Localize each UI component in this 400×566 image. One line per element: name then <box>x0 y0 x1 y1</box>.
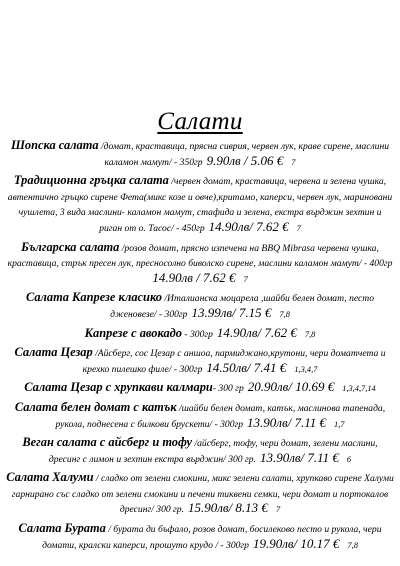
menu-item-name: Салата белен домат с катък <box>14 399 177 414</box>
menu-item <box>6 138 394 169</box>
menu-item-price: 20.90лв/ 10.69 € <box>247 379 335 395</box>
menu-item-name: Българска салата <box>21 239 120 254</box>
menu-item <box>6 380 394 396</box>
menu-item <box>6 435 394 466</box>
menu-item-description: / сладко от зелени смокини, микс зелени салати, хрупкаво сирене Халуми гарнирано със сладко от зелени смокини и печени тиквени семки, чери домат и портокалов дресинг/ <box>11 473 394 516</box>
menu-item-description: - <box>181 328 190 340</box>
menu-item-allergens: 1,7 <box>334 419 345 429</box>
menu-item <box>6 326 394 342</box>
menu-item-weight: 450гр <box>181 222 205 234</box>
menu-item-price: 13.90лв/ 7.11 € <box>247 414 326 430</box>
menu-item <box>6 240 394 287</box>
menu-item-name: Традиционна гръцка салата <box>13 173 169 188</box>
menu-item <box>6 470 394 517</box>
menu-item-allergens: 7 <box>296 223 301 233</box>
menu-item-allergens: 7 <box>291 157 296 167</box>
menu-item-weight: 300 гр <box>218 383 244 395</box>
menu-item-price: 19.90лв/ 10.17 € <box>252 535 340 551</box>
menu-item-price: 14.50лв/ 7.41 € <box>206 359 287 375</box>
menu-item-price: 14.90лв/ 7.62 € <box>216 324 297 340</box>
menu-item-price: 14.90лв / 7.62 € <box>152 269 236 285</box>
menu-item-weight: 300 гр. <box>156 504 184 516</box>
menu-item-description: / бурата ди бъфало, розов домат, босилеково песто и рукола, чери домати, кралски каперси, прошуто крудо / - <box>42 524 382 551</box>
menu-item-allergens: 6 <box>346 454 352 464</box>
menu-item-description: /шайби белен домат, катък, маслинова тапенада, рукола, поднесена с билкови брускети/ - <box>55 402 386 430</box>
menu-item-allergens: 7 <box>243 274 248 284</box>
menu-item-allergens: 7,8 <box>304 329 316 339</box>
menu-item-allergens: 7 <box>275 505 281 515</box>
menu-item-weight: 300гр <box>179 363 203 375</box>
menu-item-name: Салата Бурата <box>18 521 106 536</box>
menu-item-description: /Италианска моцарела ,шайби белен домат, песто дженовезе/ - <box>110 293 374 320</box>
menu-item <box>6 290 394 321</box>
menu-item-description: /домат, краставица, прясна сиврия, червен лук, краве сирене, маслини каламон мамут/ - <box>98 141 390 168</box>
menu-item <box>6 400 394 431</box>
menu-item-price: 14.90лв/ 7.62 € <box>208 218 289 234</box>
menu-item-name: Капрезе с авокадо <box>84 325 182 340</box>
menu-item-description: /айсберг, тофу, чери домат, зелени маслини, дресинг с лимон и зехтин екстра върджин/ <box>48 438 378 465</box>
menu-item-weight: 400гр <box>369 258 393 270</box>
menu-item-price: 13.99лв/ 7.15 € <box>191 304 272 320</box>
menu-item-name: Шопска салата <box>10 138 99 152</box>
menu-item-weight: 300гр <box>164 308 188 320</box>
menu-item-weight: 300 гр. <box>228 453 256 465</box>
menu-item-description: /червен домат, краставица, червена и зелена чушка, автентично гръцко сирене Фета(микс козе и овче),критамо, каперси, червен лук, мариновани чушлета, 3 вида маслини- каламон мамут, стафида и зелена, екстра върджин зехтин и риган от о. Тасос/ - <box>7 176 393 234</box>
menu-item-price: 15.90лв/ 8.13 € <box>188 500 268 516</box>
page-title: Салати <box>157 108 243 135</box>
menu-item-allergens: 7,8 <box>347 540 358 550</box>
menu-item-weight: 350гр <box>179 156 203 168</box>
menu-item-name: Салата Цезар с хрупкави калмари <box>24 380 213 395</box>
menu-item <box>6 173 394 235</box>
menu-item-name: Салата Капрезе класико <box>25 290 162 305</box>
menu-item-name: Салата Цезар <box>14 345 93 360</box>
menu-list <box>6 138 394 556</box>
menu-item <box>6 345 394 376</box>
menu-item <box>6 521 394 552</box>
menu-item-name: Салата Халуми <box>6 470 94 485</box>
menu-item-price: 9.90лв / 5.06 € <box>206 152 284 168</box>
menu-item-description: /розов домат, прясно изпечена на BBQ Mibrasa червена чушка, краставица, стрък пресен лук, пресносолно биволско сирене, маслини каламон мамут/ - <box>7 242 379 270</box>
menu-item-description: /Айсберг, сос Цезар с аншоа, пармиджано,крутони, чери доматчета и крехко пилешко филе/ - <box>82 348 386 375</box>
menu-item-description: - <box>212 383 219 395</box>
menu-item-allergens: 7,8 <box>279 309 290 319</box>
menu-item-weight: 300гр <box>189 328 213 340</box>
menu-item-price: 13.90лв/ 7.11 € <box>259 449 339 465</box>
menu-item-name: Веган салата с айсберг и тофу <box>22 435 193 450</box>
menu-item-weight: 300гр <box>220 418 244 430</box>
menu-item-weight: 300гр <box>226 539 249 551</box>
menu-item-allergens: 1,3,4,7,14 <box>342 384 376 394</box>
menu-item-allergens: 1,3,4,7 <box>294 364 318 374</box>
